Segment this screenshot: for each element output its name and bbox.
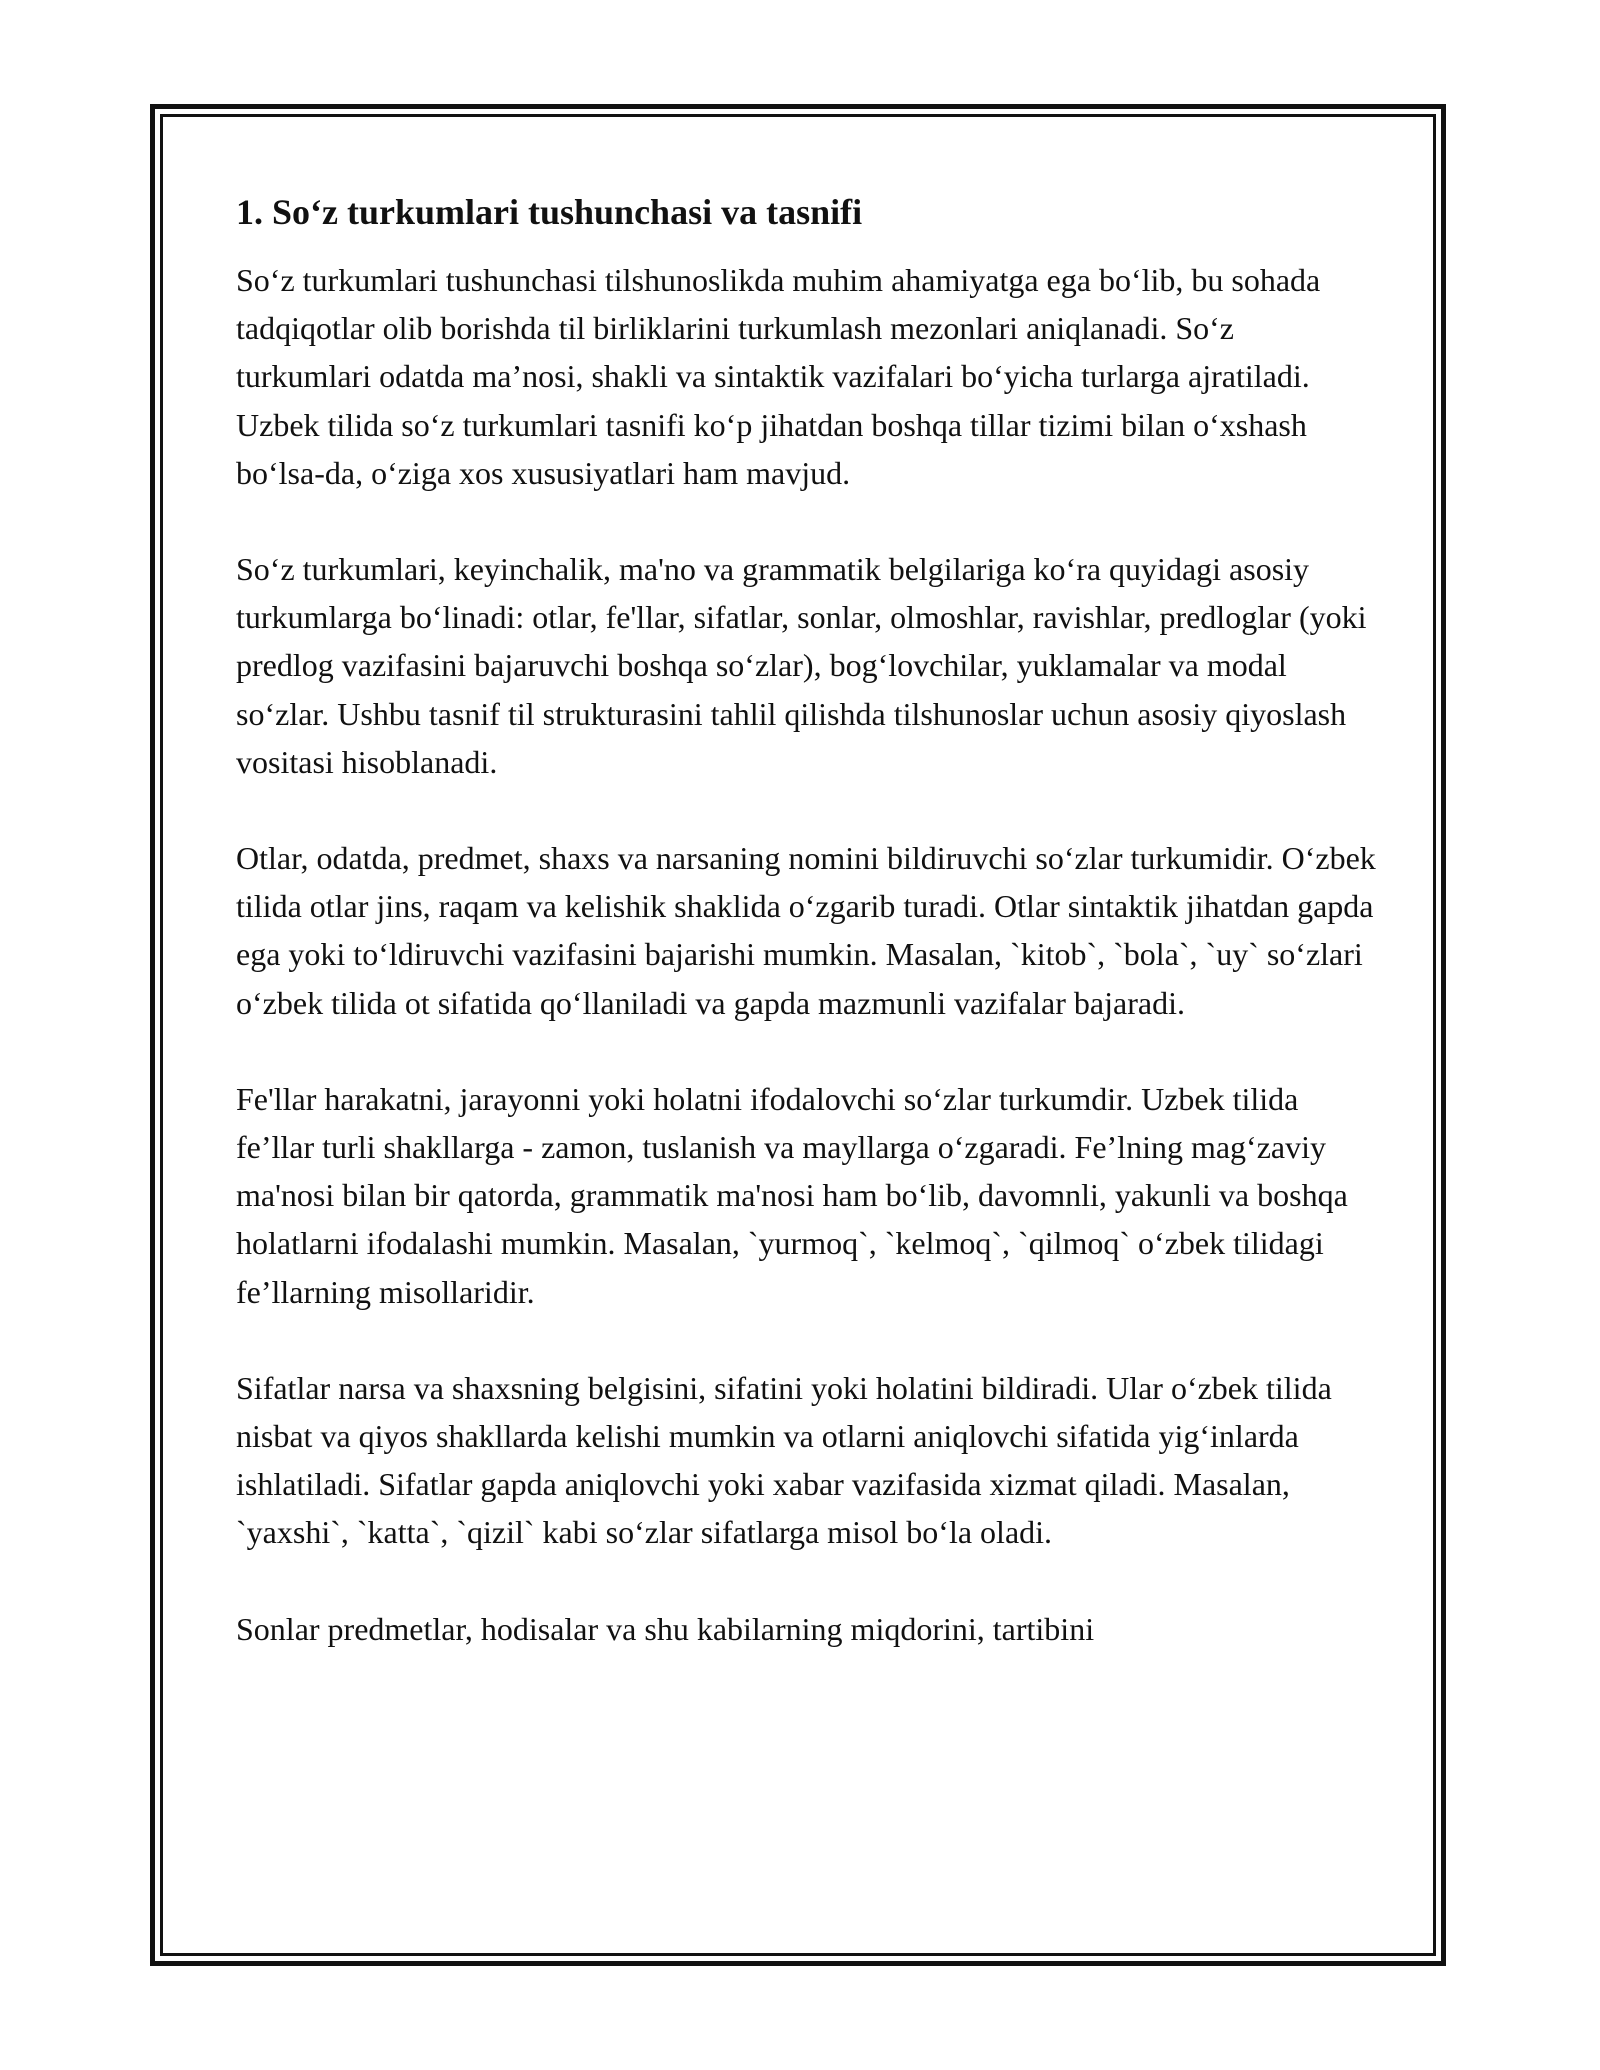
section-heading: 1. So‘z turkumlari tushunchasi va tasnifi (236, 192, 863, 232)
paragraph-numerals: Sonlar predmetlar, hodisalar va shu kabilarning miqdorini, tartibini (236, 1610, 1095, 1647)
paragraph-verbs: Fe'llar harakatni, jarayonni yoki holatni ifodalovchi so‘zlar turkumdir. Uzbek tilida fe’llar turli shakllarga - zamon, tuslanish va mayllarga o‘zgaradi. Fe’lning mag‘zaviy ma'nosi bilan bir qatorda, grammatik ma'nosi ham bo‘lib, davomnli, yakunli va boshqa holatlarni ifodalashi mumkin. Masalan, `yurmoq`, `kelmoq`, `qilmoq` o‘zbek tilidagi fe’llarning misollaridir. (236, 1080, 1348, 1310)
paragraph-intro: So‘z turkumlari tushunchasi tilshunoslikda muhim ahamiyatga ega bo‘lib, bu sohada tadqiqotlar olib borishda til birliklarini turkumlash mezonlari aniqlanadi. So‘z turkumlari odatda ma’nosi, shakli va sintaktik vazifalari bo‘yicha turlarga ajratiladi. Uzbek tilida so‘z turkumlari tasnifi ko‘p jihatdan boshqa tillar tizimi bilan o‘xshash bo‘lsa-da, o‘ziga xos xususiyatlari ham mavjud. (236, 262, 1321, 491)
paragraph-adjectives: Sifatlar narsa va shaxsning belgisini, sifatini yoki holatini bildiradi. Ular o‘zbek tilida nisbat va qiyos shakllarda kelishi mumkin va otlarni aniqlovchi sifatida yig‘inlarda ishlatiladi. Sifatlar gapda aniqlovchi yoki xabar vazifasida xizmat qiladi. Masalan, `yaxshi`, `katta`, `qizil` kabi so‘zlar sifatlarga misol bo‘la oladi. (236, 1369, 1332, 1551)
document-body (236, 188, 1376, 1701)
paragraph-classification: So‘z turkumlari, keyinchalik, ma'no va grammatik belgilariga ko‘ra quyidagi asosiy turkumlarga bo‘linadi: otlar, fe'llar, sifatlar, sonlar, olmoshlar, ravishlar, predloglar (yoki predlog vazifasini bajaruvchi boshqa so‘zlar), bog‘lovchilar, yuklamalar va modal so‘zlar. Ushbu tasnif til strukturasini tahlil qilishda tilshunoslar uchun asosiy qiyoslash vositasi hisoblanadi. (236, 551, 1367, 780)
paragraph-nouns: Otlar, odatda, predmet, shaxs va narsaning nomini bildiruvchi so‘zlar turkumidir. O‘zbek tilida otlar jins, raqam va kelishik shaklida o‘zgarib turadi. Otlar sintaktik jihatdan gapda ega yoki to‘ldiruvchi vazifasini bajarishi mumkin. Masalan, `kitob`, `bola`, `uy` so‘zlari o‘zbek tilida ot sifatida qo‘llaniladi va gapda mazmunli vazifalar bajaradi. (236, 840, 1376, 1021)
